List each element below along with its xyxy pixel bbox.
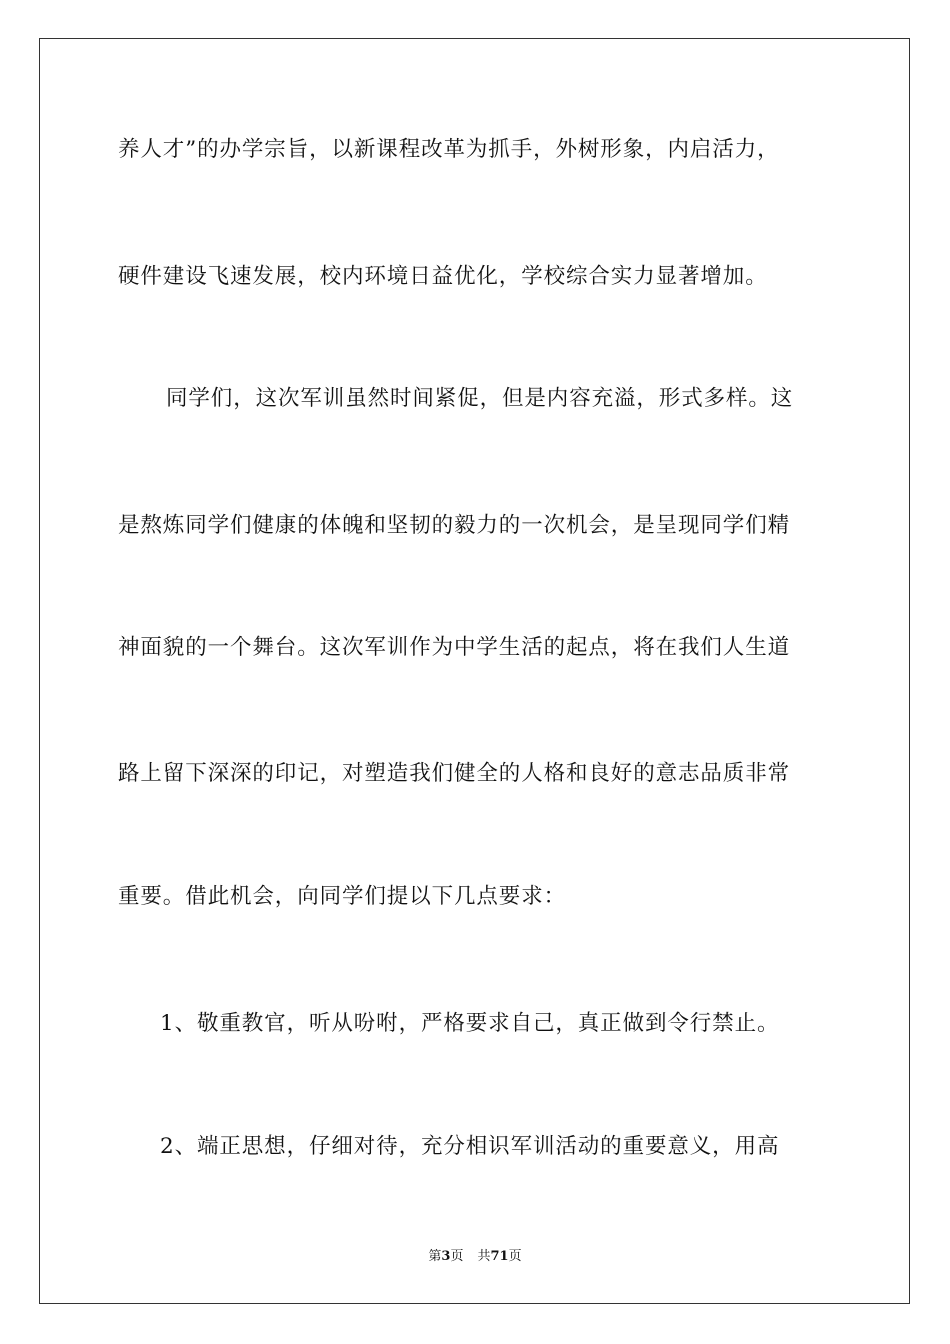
total-suffix: 页 [508,1249,522,1264]
total-prefix: 共 [477,1249,491,1264]
body-text-line: 养人才”的办学宗旨，以新课程改革为抓手，外树形象，内启活力， [118,137,780,162]
page-prefix: 第 [428,1249,442,1264]
body-text-line: 硬件建设飞速发展，校内环境日益优化，学校综合实力显著增加。 [118,264,768,289]
page-suffix: 页 [450,1249,464,1264]
list-item-2: 2、端正思想，仔细对待，充分相识军训活动的重要意义，用高 [160,1134,780,1159]
paragraph-start-line: 同学们，这次军训虽然时间紧促，但是内容充溢，形式多样。这 [166,386,794,411]
page-footer [0,1249,950,1265]
page-border [39,38,910,1304]
body-text-line: 神面貌的一个舞台。这次军训作为中学生活的起点，将在我们人生道 [118,635,791,660]
page-number: 3 [441,1249,451,1264]
list-item-1: 1、敬重教官，听从吩咐，严格要求自己，真正做到令行禁止。 [160,1011,780,1036]
body-text-line: 路上留下深深的印记，对塑造我们健全的人格和良好的意志品质非常 [118,761,791,786]
body-text-line: 是熬炼同学们健康的体魄和坚韧的毅力的一次机会，是呈现同学们精 [118,513,791,538]
body-text-line: 重要。借此机会，向同学们提以下几点要求： [118,884,567,909]
total-pages: 71 [490,1249,509,1264]
